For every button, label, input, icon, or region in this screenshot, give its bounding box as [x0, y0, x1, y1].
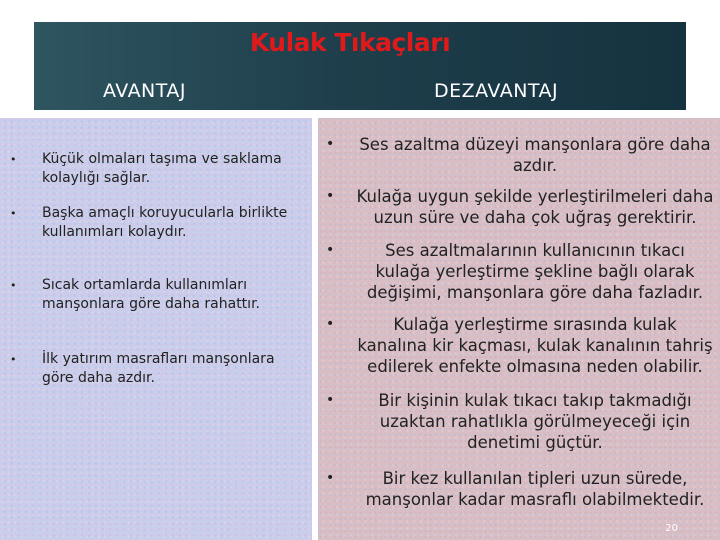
disadvantage-text: Ses azaltmalarının kullanıcının tıkacı kulağa yerleştirme şekline bağlı olarak değişimi, manşonlara göre daha fazladır.: [366, 241, 704, 302]
disadvantage-item: [326, 468, 714, 510]
bullet-icon: •: [326, 392, 335, 408]
advantage-text: Başka amaçlı koruyucularla birlikte kullanımları kolaydır.: [42, 205, 288, 240]
bullet-icon: •: [10, 153, 17, 166]
advantage-item: [10, 204, 304, 242]
bullet-icon: •: [326, 136, 335, 152]
slide-title: Kulak Tıkaçları: [249, 28, 451, 57]
disadvantage-item: [326, 314, 714, 377]
page-number: 20: [665, 523, 678, 534]
disadvantage-item: [326, 134, 714, 176]
advantage-item: [10, 350, 304, 388]
advantage-text: Sıcak ortamlarda kullanımları manşonlara göre daha rahattır.: [42, 277, 260, 312]
disadvantages-heading: DEZAVANTAJ: [434, 80, 559, 102]
bullet-icon: •: [10, 207, 17, 220]
advantages-heading: AVANTAJ: [103, 80, 187, 102]
bullet-icon: •: [326, 316, 335, 332]
disadvantage-text: Kulağa yerleştirme sırasında kulak kanalına kir kaçması, kulak kanalının tahriş edilerek enfekte olmasına neden olabilir.: [357, 315, 713, 376]
disadvantage-text: Ses azaltma düzeyi manşonlara göre daha azdır.: [359, 135, 711, 175]
bullet-icon: •: [326, 470, 335, 486]
advantage-text: İlk yatırım masrafları manşonlara göre daha azdır.: [42, 351, 275, 386]
disadvantage-item: [326, 186, 714, 228]
advantages-panel: [0, 118, 312, 540]
bullet-icon: •: [10, 353, 17, 366]
disadvantage-text: Bir kez kullanılan tipleri uzun sürede, manşonlar kadar masraflı olabilmektedir.: [365, 469, 705, 509]
disadvantages-panel: [318, 118, 720, 540]
advantage-text: Küçük olmaları taşıma ve saklama kolaylığı sağlar.: [42, 151, 282, 186]
bullet-icon: •: [326, 188, 335, 204]
advantage-item: [10, 276, 304, 314]
disadvantage-item: [326, 390, 714, 453]
disadvantage-text: Bir kişinin kulak tıkacı takıp takmadığı uzaktan rahatlıkla görülmeyeceği için denetimi güçtür.: [378, 391, 692, 452]
bullet-icon: •: [326, 242, 335, 258]
advantage-item: [10, 150, 304, 188]
bullet-icon: •: [10, 279, 17, 292]
disadvantage-text: Kulağa uygun şekilde yerleştirilmeleri daha uzun süre ve daha çok uğraş gerektirir.: [356, 187, 714, 227]
disadvantage-item: [326, 240, 714, 303]
